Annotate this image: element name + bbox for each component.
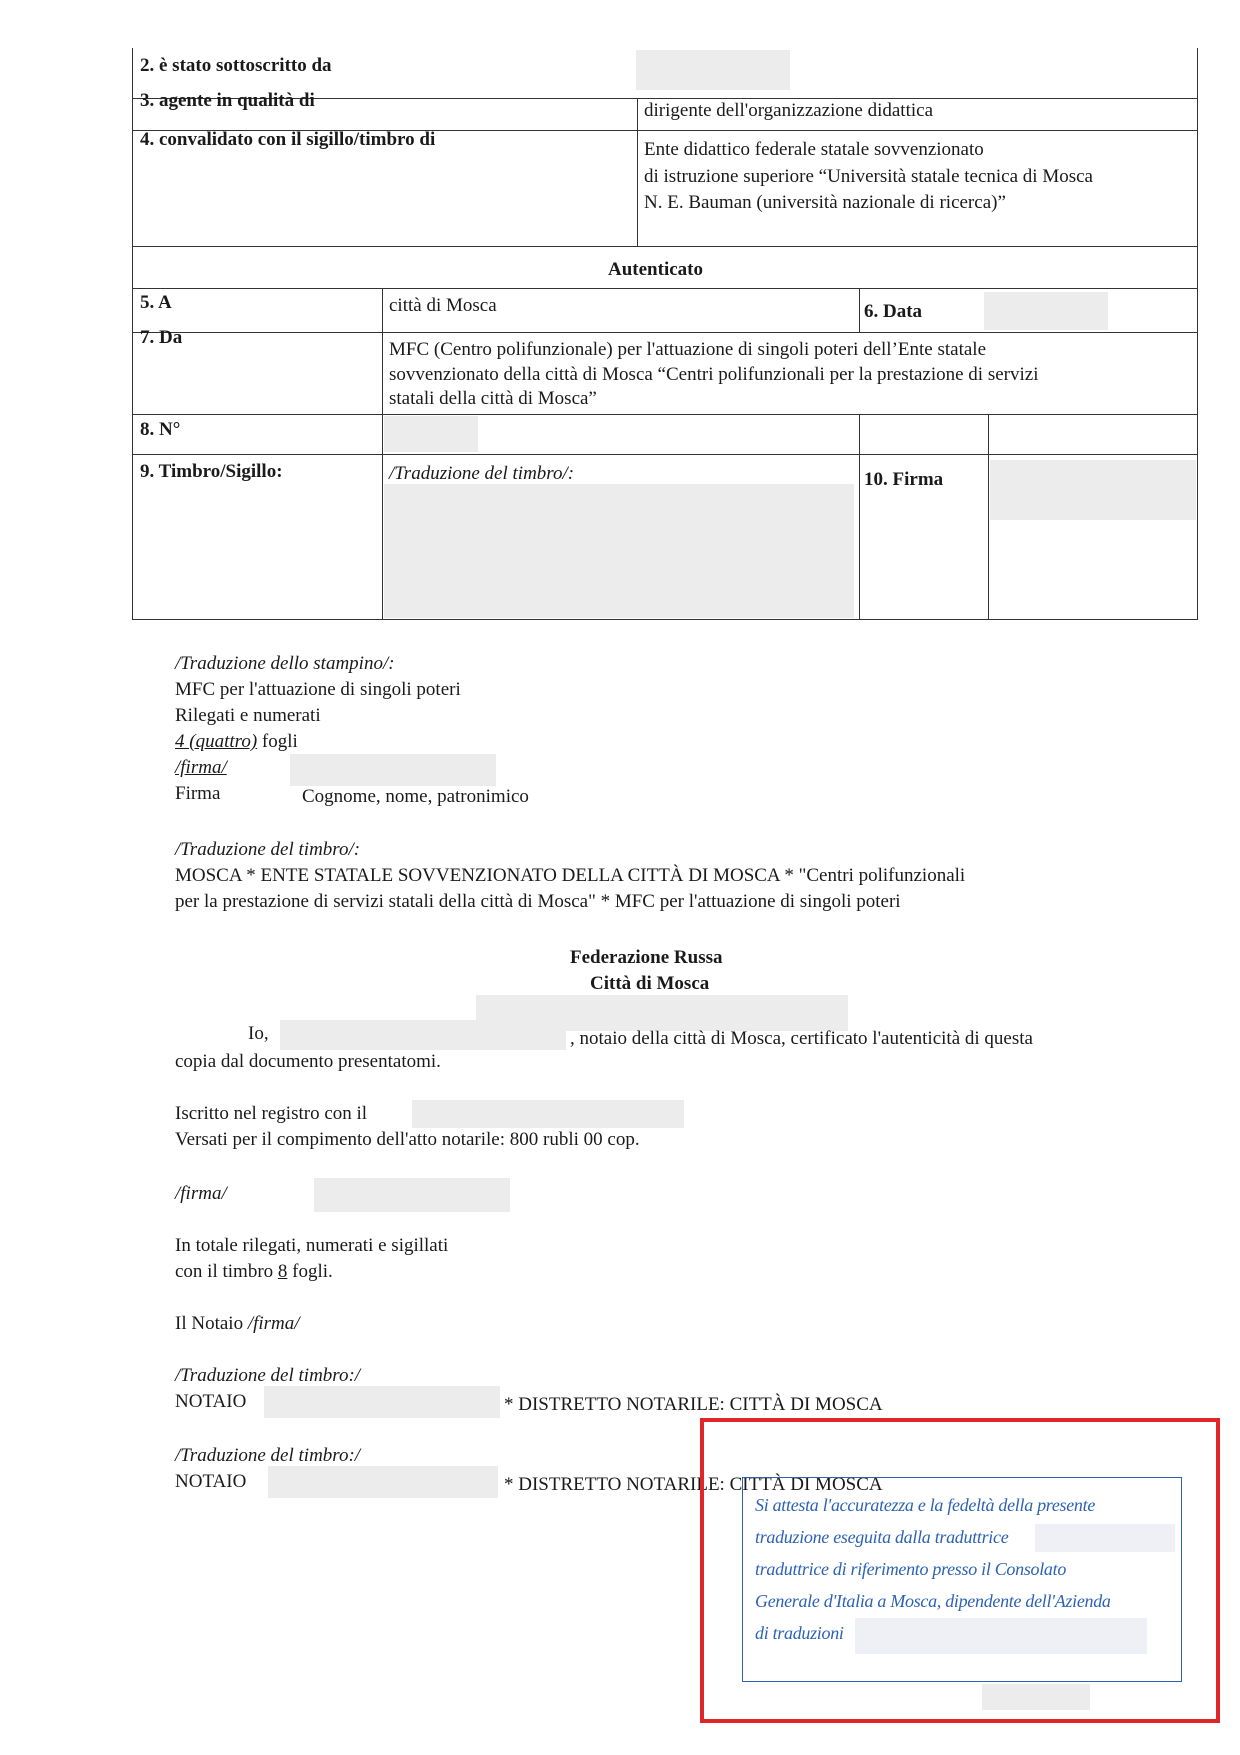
stampino-firma-label: Firma [175, 783, 221, 804]
notary-totale2-suffix: fogli. [287, 1261, 333, 1282]
row7-label: 7. Da [140, 327, 183, 348]
stamp-line1: Si attesta l'accuratezza e la fedeltà della presente [755, 1495, 1096, 1515]
row4-line3: N. E. Bauman (università nazionale di ricerca)” [644, 192, 1006, 213]
notary-versati: Versati per il compimento dell'atto notarile: 800 rubli 00 cop. [175, 1129, 640, 1150]
redacted-signature [990, 460, 1196, 520]
timbro1-title: /Traduzione del timbro/: [175, 839, 361, 860]
notary-totale2-num: 8 [277, 1261, 288, 1282]
notary-line1-rest: , notaio della città di Mosca, certificato l'autenticità di questa [570, 1028, 1033, 1049]
table-border-left [132, 48, 133, 620]
notary-totale2-prefix: con il timbro [175, 1261, 278, 1282]
redacted-notaio-b [268, 1466, 498, 1498]
certificate-table [132, 48, 1198, 620]
row8-label: 8. N° [140, 419, 181, 440]
notary-il-notaio-label: Il Notaio [175, 1313, 248, 1334]
timbro-b-title: /Traduzione del timbro:/ [175, 1445, 361, 1466]
highlight-box [700, 1418, 1220, 1723]
notary-registro: Iscritto nel registro con il [175, 1103, 368, 1124]
row-divider [132, 454, 1198, 455]
row7-line2: sovvenzionato della città di Mosca “Centri polifunzionali per la prestazione di servizi [389, 364, 1039, 385]
notary-il-notaio [175, 1312, 300, 1337]
notary-heading-city: Città di Mosca [590, 973, 710, 994]
timbro-b-notaio: NOTAIO [175, 1471, 247, 1492]
redacted-notaio-a [264, 1386, 500, 1418]
notary-line2: copia dal documento presentatomi. [175, 1051, 441, 1072]
timbro-a-title: /Traduzione del timbro:/ [175, 1365, 361, 1386]
stampino-name-label: Cognome, nome, patronimico [302, 786, 529, 807]
row7-line3: statali della città di Mosca” [389, 388, 597, 409]
row9-label: 9. Timbro/Sigillo: [140, 461, 283, 482]
row3-value: dirigente dell'organizzazione didattica [644, 100, 933, 121]
row-divider [132, 246, 1198, 247]
col-divider [382, 288, 383, 619]
stampino-count-line [175, 730, 298, 755]
row7-line1: MFC (Centro polifunzionale) per l'attuazione di singoli poteri dell’Ente statale [389, 339, 987, 360]
stamp-line4: Generale d'Italia a Mosca, dipendente dell'Azienda [755, 1591, 1111, 1611]
notary-heading-country: Federazione Russa [570, 947, 723, 968]
row3-label: 3. agente in qualità di [140, 90, 315, 111]
redacted-signer [636, 50, 790, 90]
redacted-stampino-signature [290, 754, 496, 786]
stamp-line3: traduttrice di riferimento presso il Consolato [755, 1559, 1067, 1579]
col-divider [637, 98, 638, 246]
stampino-count-suffix: fogli [257, 731, 298, 752]
col-divider [859, 414, 860, 619]
row4-line1: Ente didattico federale statale sovvenzionato [644, 139, 984, 160]
table-border-bottom [132, 619, 1198, 620]
timbro1-line2: per la prestazione di servizi statali della città di Mosca" * MFC per l'attuazione di singoli poteri [175, 891, 901, 912]
notary-il-notaio-firma: /firma/ [247, 1313, 300, 1334]
row-divider [132, 288, 1198, 289]
row5-label: 5. A [140, 292, 172, 313]
notary-firma: /firma/ [175, 1183, 227, 1204]
redacted-notary-name [280, 1020, 566, 1050]
redacted-stamp [384, 484, 854, 618]
row6-label: 6. Data [864, 301, 923, 322]
row2-label: 2. è stato sottoscritto da [140, 55, 332, 76]
timbro-b-distretto: * DISTRETTO NOTARILE: CITTÀ DI MOSCA [504, 1474, 883, 1495]
stampino-line1: MFC per l'attuazione di singoli poteri [175, 679, 461, 700]
redacted-number [384, 416, 478, 452]
row4-label: 4. convalidato con il sigillo/timbro di [140, 129, 436, 150]
row-divider [132, 414, 1198, 415]
row-divider [132, 332, 1198, 333]
col-divider [988, 414, 989, 619]
stampino-title: /Traduzione dello stampino/: [175, 653, 395, 674]
timbro-a-notaio: NOTAIO [175, 1391, 247, 1412]
table-border-right [1197, 48, 1198, 620]
row4-line2: di istruzione superiore “Università statale tecnica di Mosca [644, 166, 1093, 187]
timbro-a-distretto: * DISTRETTO NOTARILE: CITTÀ DI MOSCA [504, 1394, 883, 1415]
redacted-date [984, 292, 1108, 330]
redacted-notary-signature [314, 1178, 510, 1212]
notary-io: Io, [248, 1023, 269, 1044]
stampino-firma: /firma/ [175, 757, 227, 778]
row9-value: /Traduzione del timbro/: [389, 463, 575, 484]
stampino-line2: Rilegati e numerati [175, 705, 321, 726]
row5-value: città di Mosca [389, 295, 497, 316]
notary-totale1: In totale rilegati, numerati e sigillati [175, 1235, 449, 1256]
redacted-registry-number [412, 1100, 684, 1128]
stamp-line2: traduzione eseguita dalla traduttrice [755, 1527, 1009, 1547]
stampino-count: 4 (quattro) [175, 731, 258, 752]
notary-totale2 [175, 1260, 333, 1285]
authenticated-heading: Autenticato [608, 259, 703, 280]
row10-label: 10. Firma [864, 469, 944, 490]
stamp-line5: di traduzioni [755, 1623, 844, 1643]
timbro1-line1: MOSCA * ENTE STATALE SOVVENZIONATO DELLA CITTÀ DI MOSCA * "Centri polifunzionali [175, 865, 966, 886]
col-divider [859, 288, 860, 332]
